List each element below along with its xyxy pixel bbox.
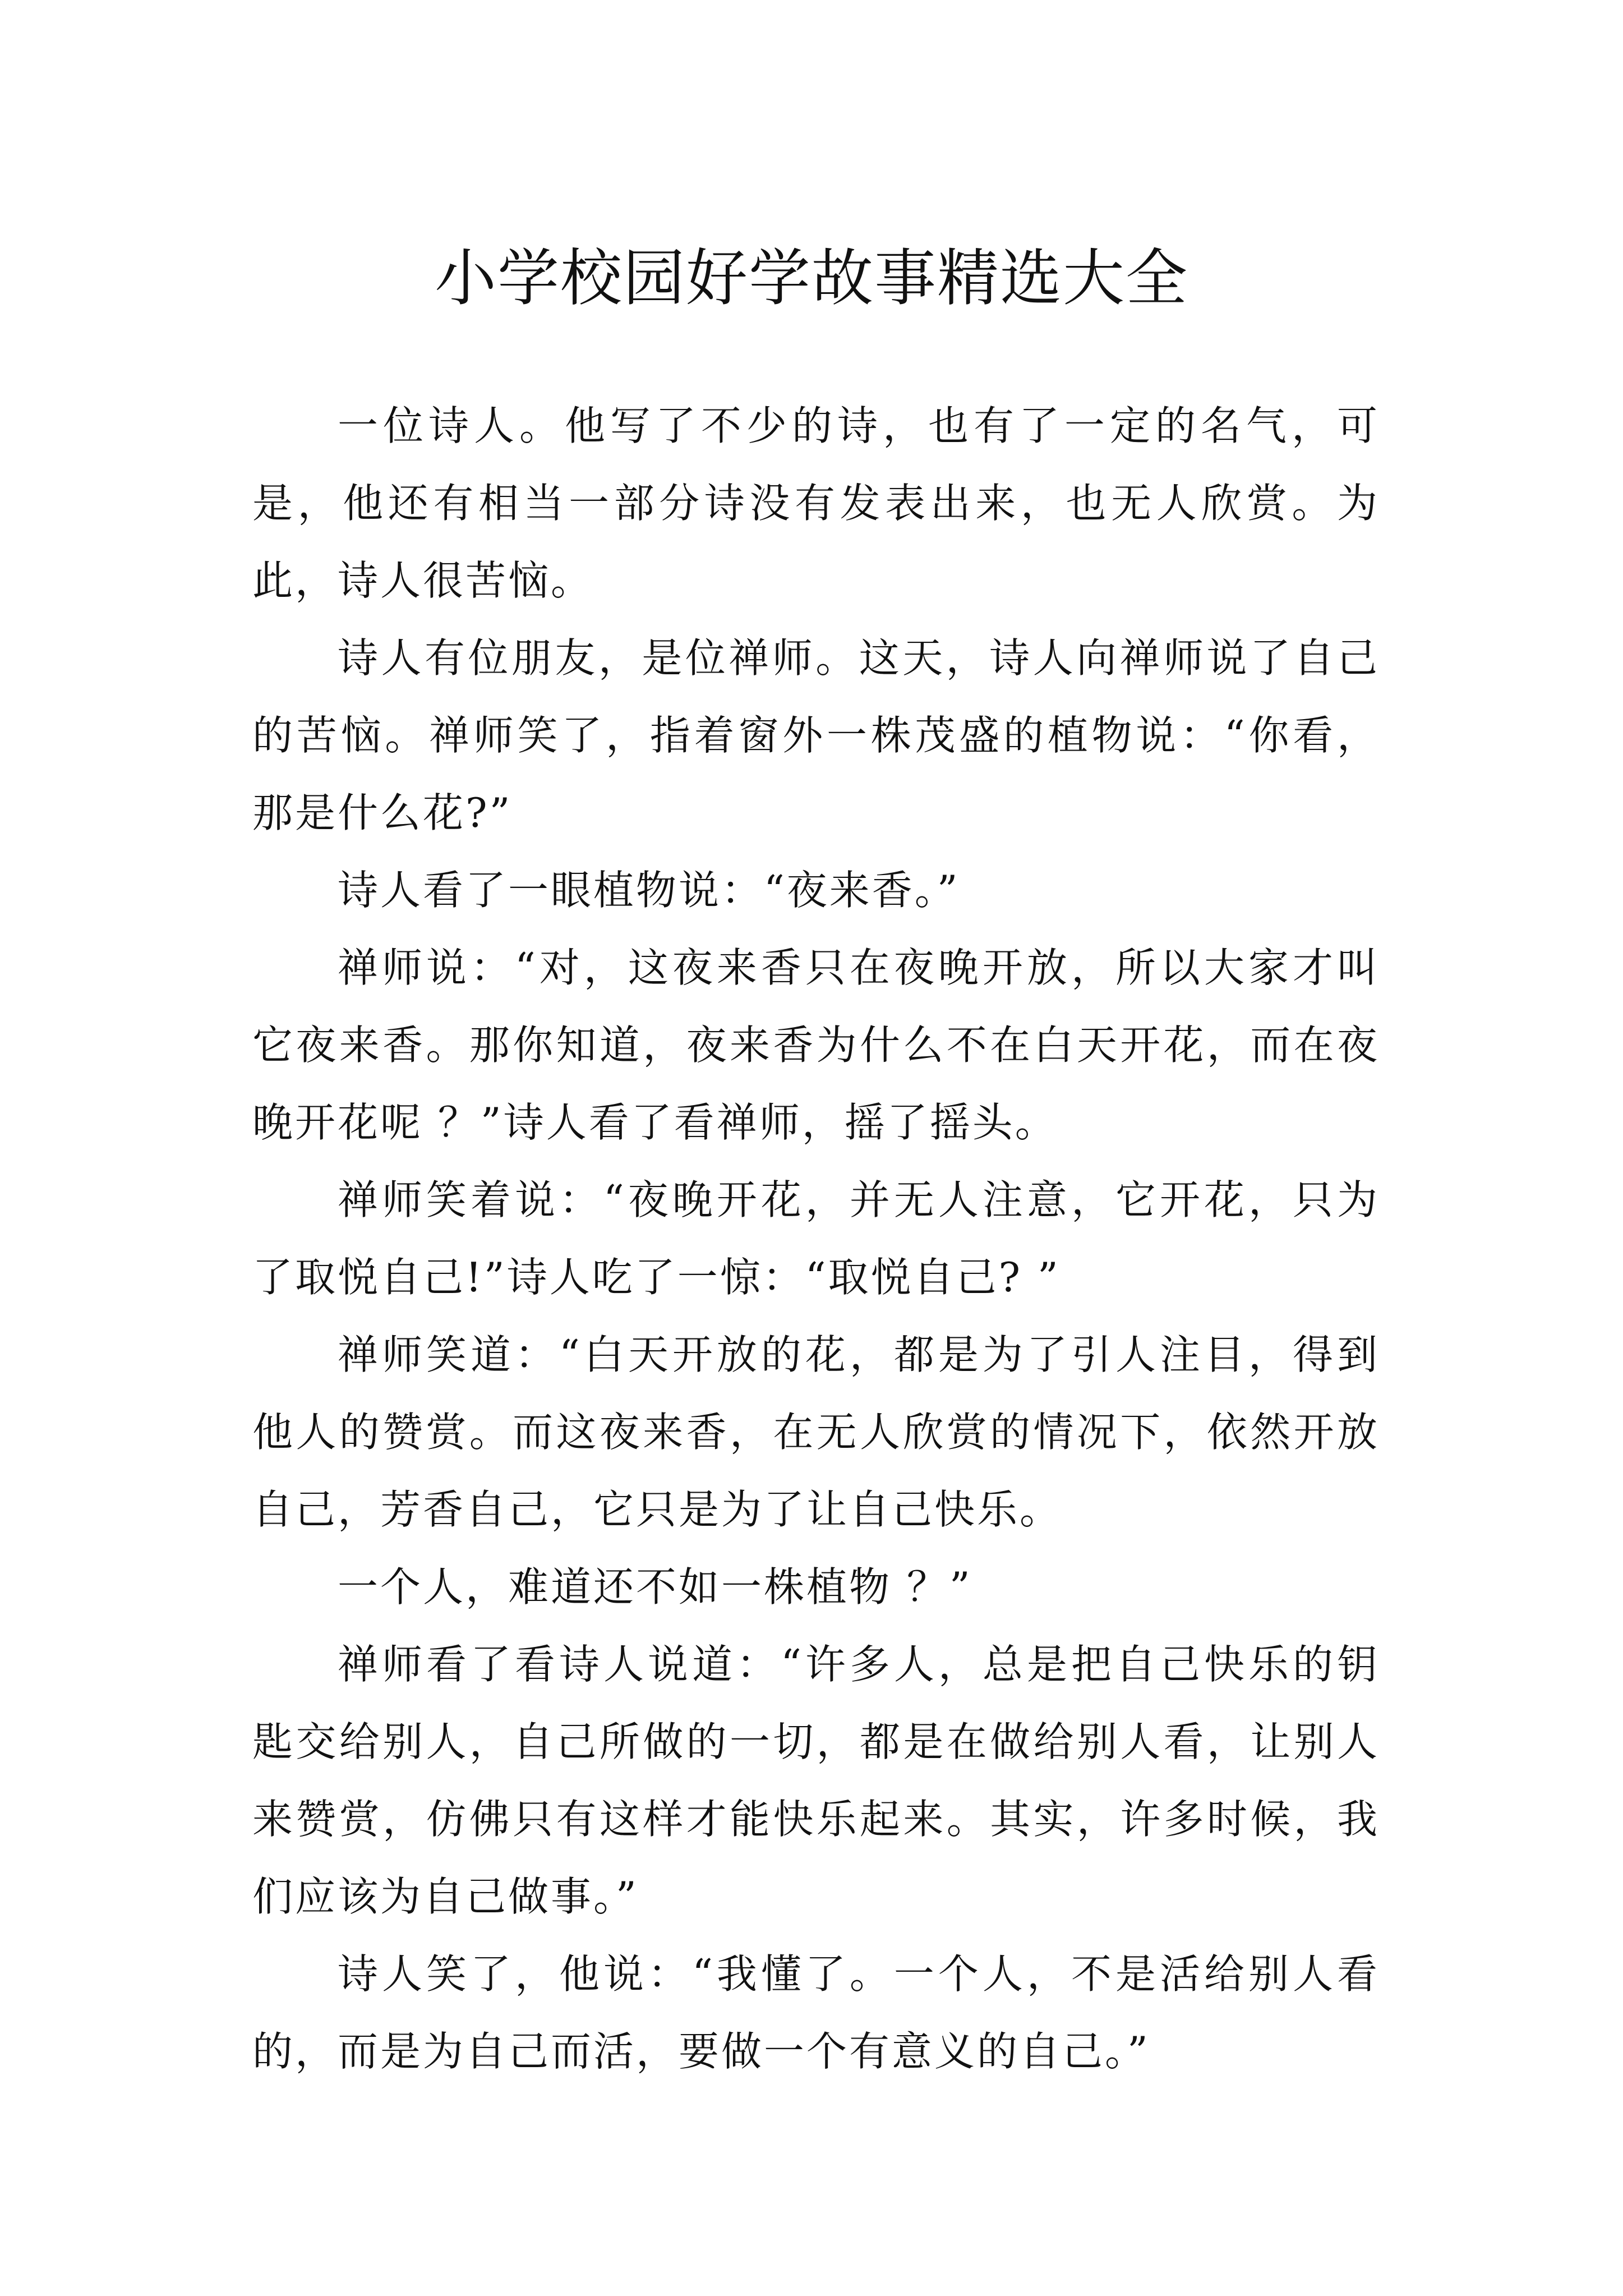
document-body — [252, 387, 1380, 2090]
paragraph: 诗人有位朋友，是位禅师。这天，诗人向禅师说了自己的苦恼。禅师笑了，指着窗外一株茂盛的植物说：“你看，那是什么花?” — [252, 634, 1380, 836]
document-title: 小学校园好学故事精选大全 — [435, 242, 1188, 314]
paragraph: 禅师说：“对，这夜来香只在夜晚开放，所以大家才叫它夜来香。那你知道，夜来香为什么不在白天开花，而在夜晚开花呢 ？”诗人看了看禅师，摇了摇头。 — [252, 944, 1380, 1146]
paragraph: 一个人，难道还不如一株植物 ？” — [338, 1563, 972, 1611]
paragraph: 禅师看了看诗人说道：“许多人，总是把自己快乐的钥匙交给别人，自己所做的一切，都是在做给别人看，让别人来赞赏，仿佛只有这样才能快乐起来。其实，许多时候，我们应该为自己做事。” — [252, 1641, 1380, 1920]
paragraph: 诗人笑了，他说：“我懂了。一个人，不是活给别人看的，而是为自己而活，要做一个有意义的自己。” — [252, 1950, 1380, 2075]
paragraph: 禅师笑道：“白天开放的花，都是为了引人注目，得到他人的赞赏。而这夜来香，在无人欣赏的情况下，依然开放自己，芳香自己，它只是为了让自己快乐。 — [252, 1331, 1380, 1533]
paragraph: 禅师笑着说：“夜晚开花，并无人注意，它开花，只为了取悦自己!”诗人吃了一惊：“取悦自己? ” — [252, 1176, 1380, 1301]
paragraph: 诗人看了一眼植物说：“夜来香。” — [338, 867, 960, 914]
paragraph: 一位诗人。他写了不少的诗，也有了一定的名气，可是，他还有相当一部分诗没有发表出来，也无人欣赏。为此，诗人很苦恼。 — [252, 402, 1380, 604]
